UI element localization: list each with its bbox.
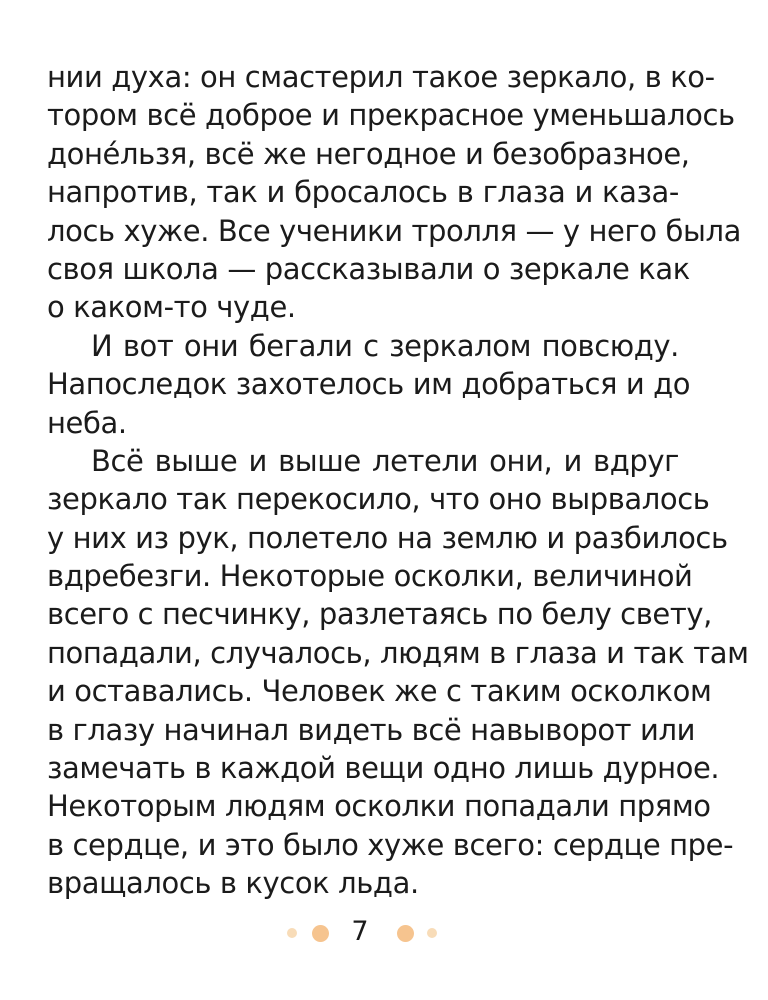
text-line: вращалось в кусок льда.: [47, 866, 419, 901]
text-line: Некоторым людям осколки попадали прямо: [47, 789, 711, 824]
decorative-dot-icon: [312, 925, 329, 942]
text-line: И вот они бегали с зеркалом повсюду.: [91, 328, 679, 363]
text-line: замечать в каждой вещи одно лишь дурное.: [47, 751, 720, 786]
text-line: Всё выше и выше летели они, и вдруг: [91, 443, 679, 478]
text-line: неба.: [47, 405, 127, 440]
text-line: напротив, так и бросалось в глаза и каза-: [47, 175, 679, 210]
decorative-dot-icon: [427, 928, 437, 938]
text-line: в глазу начинал видеть всё навыворот или: [47, 712, 696, 747]
text-line: попадали, случалось, людям в глаза и так там: [47, 635, 749, 670]
text-line: и оставались. Человек же с таким осколком: [47, 674, 712, 709]
text-line: своя школа — рассказывали о зеркале как: [47, 251, 690, 286]
text-line: вдребезги. Некоторые осколки, величиной: [47, 559, 693, 594]
page-number: 7: [351, 916, 369, 947]
text-line: в сердце, и это было хуже всего: сердце пре-: [47, 827, 734, 862]
decorative-dot-icon: [397, 925, 414, 942]
page-footer: [0, 912, 768, 952]
text-line: нии духа: он смастерил такое зеркало, в ко-: [47, 60, 715, 94]
text-line: лось хуже. Все ученики тролля — у него была: [47, 213, 741, 248]
text-line: зеркало так перекосило, что оно вырвалось: [47, 482, 710, 517]
story-text: [47, 58, 749, 903]
text-line: тором всё доброе и прекрасное уменьшалось: [47, 98, 735, 133]
text-line: Напоследок захотелось им добраться и до: [47, 367, 691, 402]
text-line: о каком-то чуде.: [47, 290, 296, 325]
text-line: доне́льзя, всё же негодное и безобразное,: [47, 136, 690, 171]
text-line: всего с песчинку, разлетаясь по белу свету,: [47, 597, 712, 632]
decorative-dot-icon: [287, 928, 297, 938]
text-line: у них из рук, полетело на землю и разбилось: [47, 520, 728, 555]
